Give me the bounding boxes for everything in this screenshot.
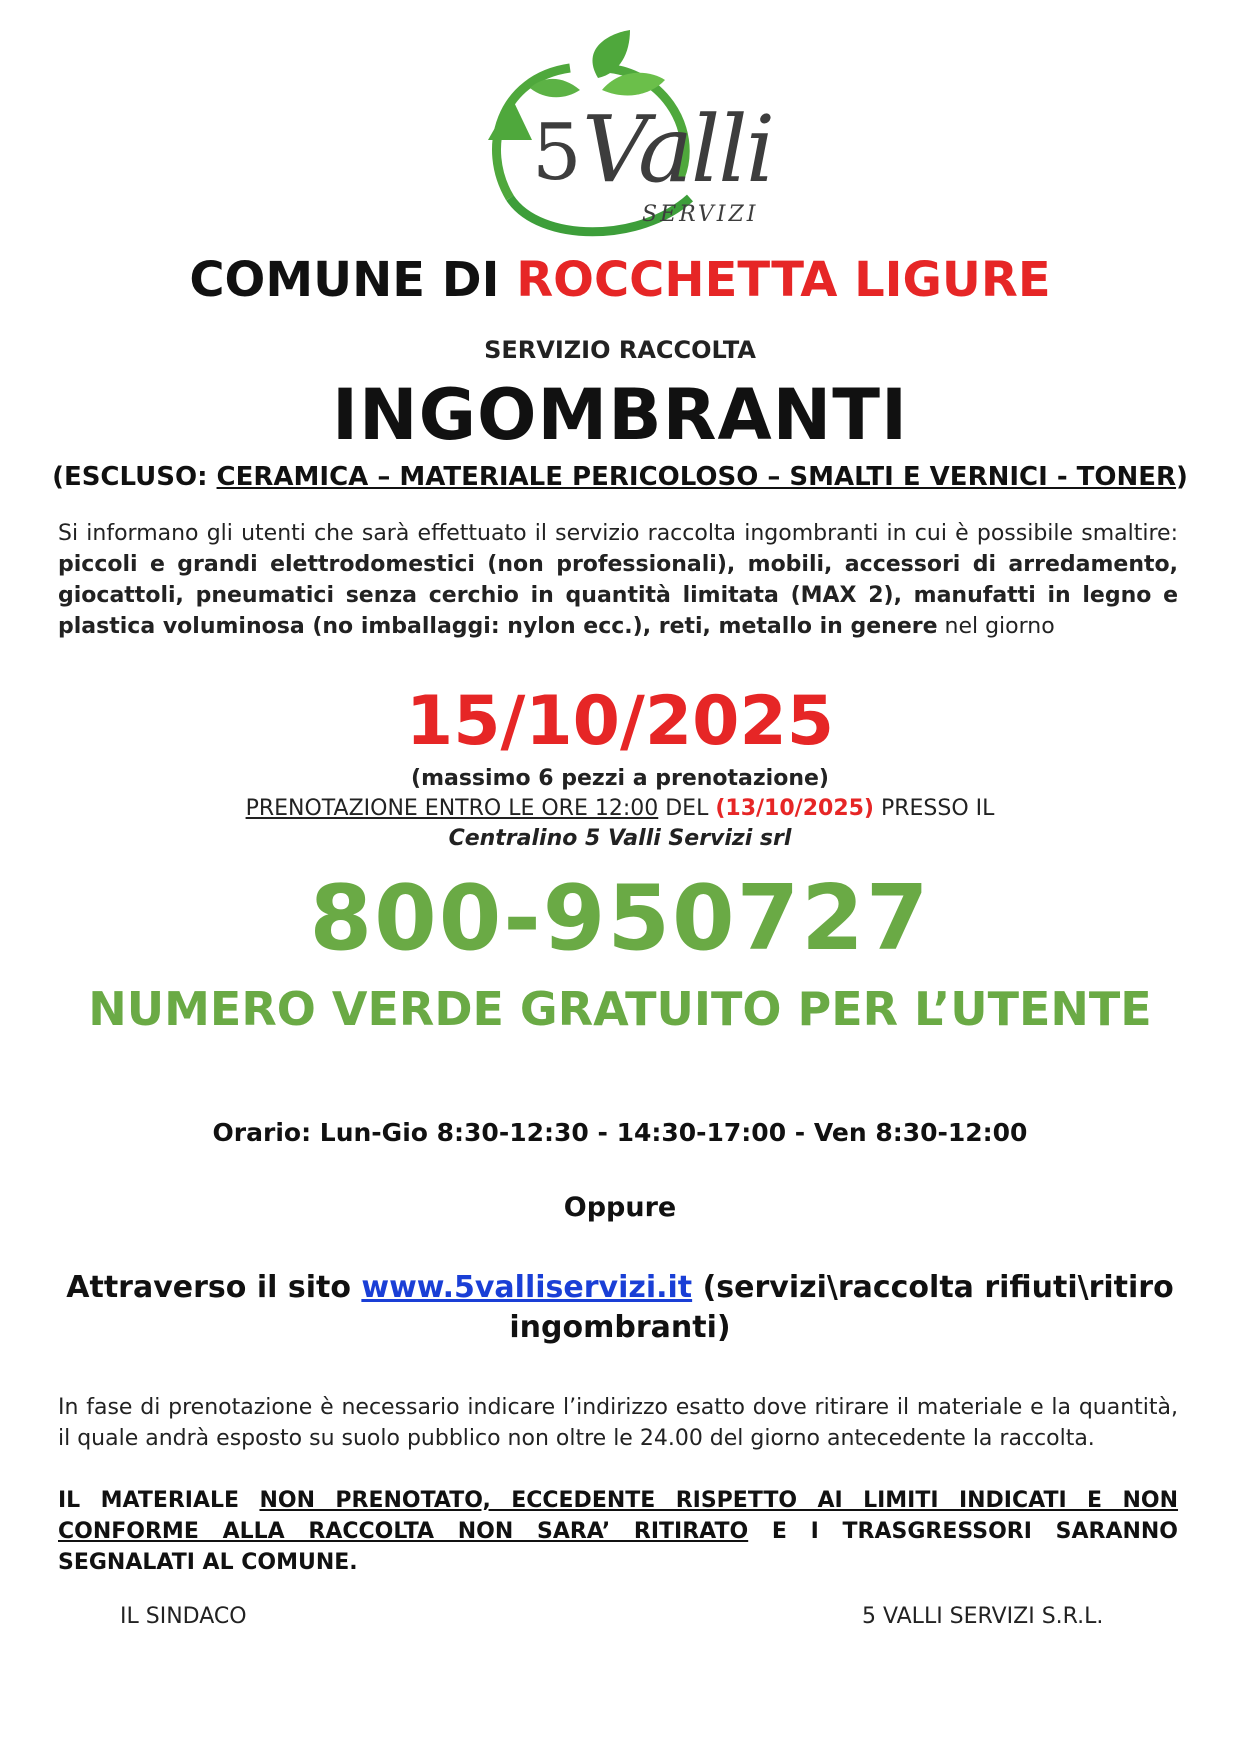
excluded-items-line [0, 462, 1240, 492]
toll-free-phone[interactable]: 800-950727 [309, 866, 931, 971]
booking-tail: PRESSO IL [873, 796, 995, 821]
toll-free-label: NUMERO VERDE GRATUITO PER L’UTENTE [88, 982, 1152, 1036]
max-pieces: (massimo 6 pezzi a prenotazione) [411, 766, 829, 791]
service-label: SERVIZIO RACCOLTA [484, 336, 756, 364]
booking-info-paragraph: In fase di prenotazione è necessario indicare l’indirizzo esatto dove ritirare il materiale e la quantità, il quale andrà esposto su suolo pubblico non oltre le 24.00 del giorno antecedente la raccolta. [58, 1395, 1178, 1451]
website-link[interactable]: www.5valliservizi.it [361, 1270, 693, 1305]
logo-number: 5 [532, 108, 582, 198]
signature-company: 5 VALLI SERVIZI S.R.L. [862, 1604, 1104, 1629]
booking-underlined: PRENOTAZIONE ENTRO LE ORE 12:00 [245, 796, 659, 821]
collection-date: 15/10/2025 [405, 682, 835, 761]
title-prefix: COMUNE DI [189, 252, 517, 308]
warning-paragraph [58, 1485, 1178, 1578]
site-path: (servizi\raccolta rifiuti\ritiro ingombranti) [509, 1270, 1174, 1345]
signature-mayor: IL SINDACO [120, 1604, 247, 1629]
excluded-items: CERAMICA – MATERIALE PERICOLOSO – SMALTI E VERNICI - TONER [216, 462, 1177, 492]
intro-tail: nel giorno [937, 614, 1055, 639]
booking-deadline [0, 796, 1240, 821]
opening-hours: Orario: Lun-Gio 8:30-12:30 - 14:30-17:00 - Ven 8:30-12:00 [212, 1118, 1028, 1147]
logo-name: Valli [582, 96, 774, 203]
logo-subtitle: SERVIZI [642, 202, 759, 227]
excluded-open: (ESCLUSO: [52, 462, 217, 492]
warn-lead: IL MATERIALE [58, 1488, 260, 1513]
excluded-close: ) [1176, 462, 1188, 492]
intro-paragraph [58, 518, 1178, 642]
warn-tail: E I TRASGRESSORI SARANNO SEGNALATI AL COMUNE. [58, 1519, 1179, 1575]
website-line [0, 1268, 1240, 1348]
booking-date: (13/10/2025) [715, 796, 874, 821]
company-logo [470, 28, 810, 238]
warn-underlined: NON PRENOTATO, ECCEDENTE RISPETTO AI LIMITI INDICATI E NON CONFORME ALLA RACCOLTA NON SARA’ RITIRATO [58, 1488, 1179, 1544]
title-town: ROCCHETTA LIGURE [516, 252, 1051, 308]
call-center-name: Centralino 5 Valli Servizi srl [448, 826, 792, 851]
page-title [0, 252, 1240, 308]
or-label: Oppure [563, 1192, 677, 1223]
intro-lead: Si informano gli utenti che sarà effettuato il servizio raccolta ingombranti in cui è possibile smaltire: [58, 521, 1178, 546]
booking-del: DEL [658, 796, 716, 821]
site-lead: Attraverso il sito [66, 1270, 362, 1305]
service-name: INGOMBRANTI [331, 374, 909, 456]
intro-items: piccoli e grandi elettrodomestici (non professionali), mobili, accessori di arredamento, giocattoli, pneumatici senza cerchio in quantità limitata (MAX 2), manufatti in legno e plastica voluminosa (no imballaggi: nylon ecc.), reti, metallo in genere [58, 552, 1178, 639]
